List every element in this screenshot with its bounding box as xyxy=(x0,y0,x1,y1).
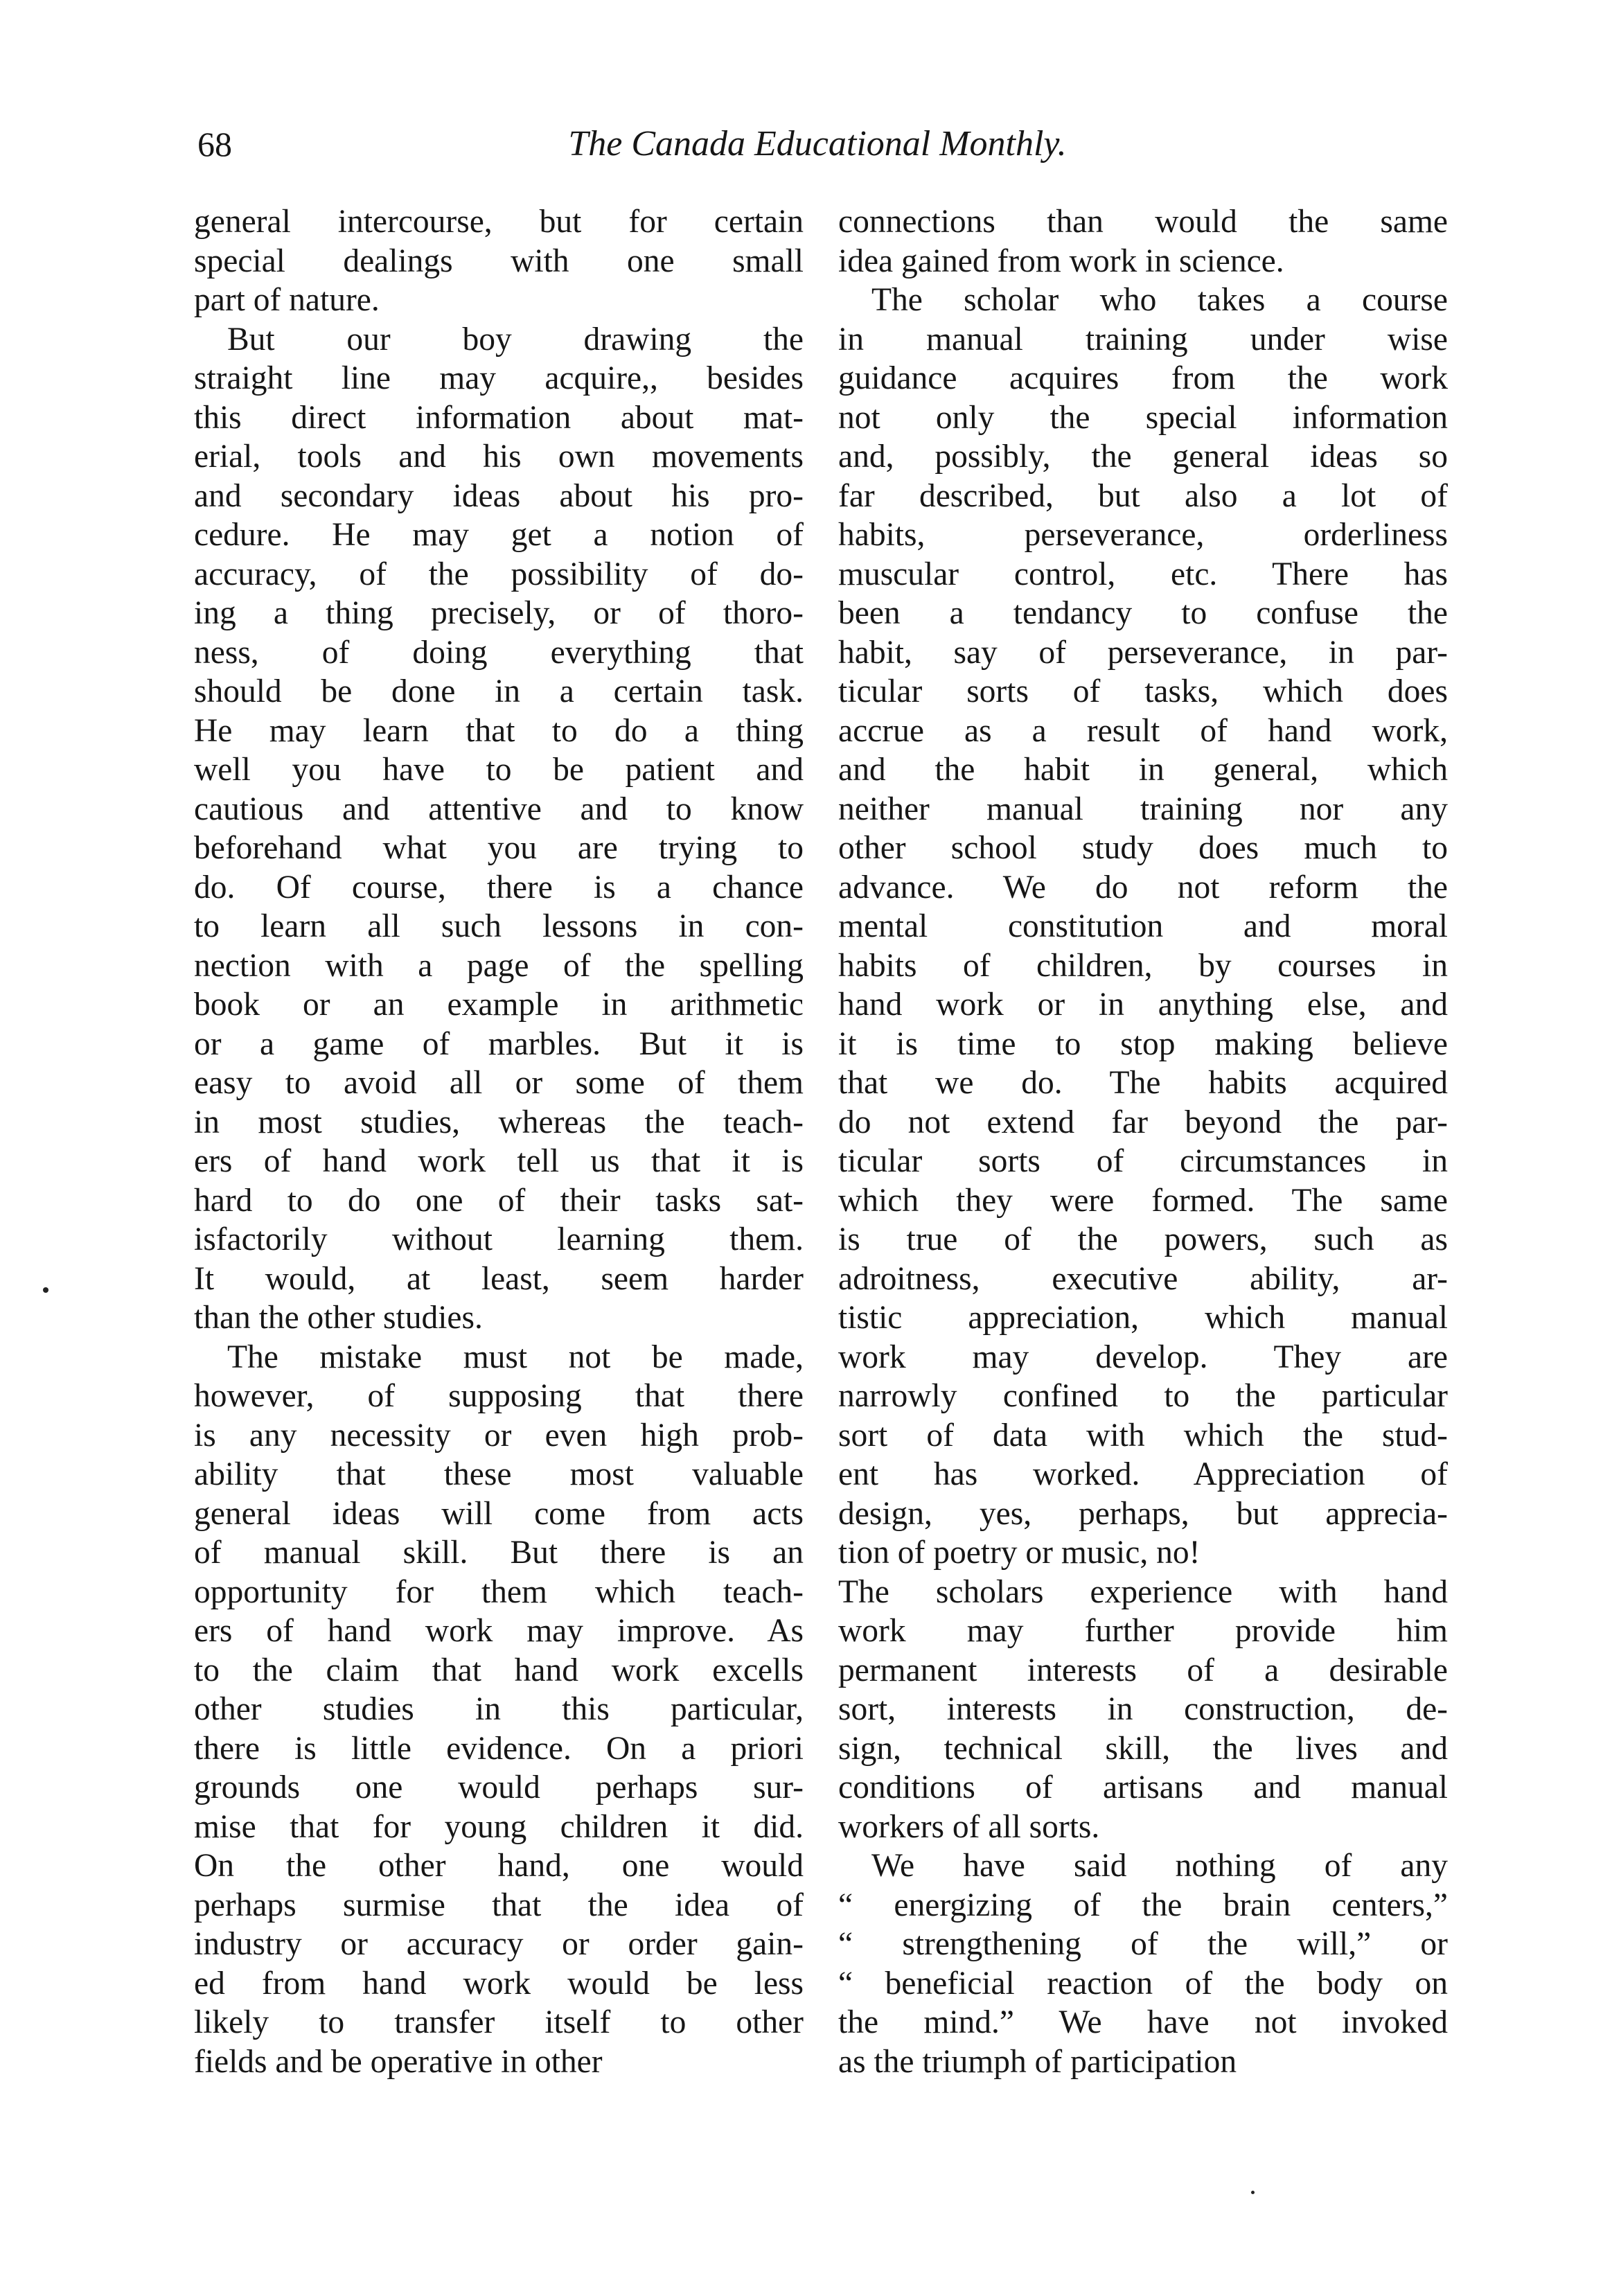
text-line: ticular sorts of tasks, which does xyxy=(838,673,1448,709)
text-line: special dealings with one small xyxy=(194,242,804,279)
text-line: part of nature. xyxy=(194,282,380,318)
text-line: The mistake must not be made, xyxy=(227,1339,804,1375)
text-line: He may learn that to do a thing xyxy=(194,712,804,749)
text-line: hand work or in anything else, and xyxy=(838,987,1448,1023)
text-line: there is little evidence. On a priori xyxy=(194,1730,804,1767)
text-line: ers of hand work may improve. As xyxy=(194,1613,804,1649)
text-line: ticular sorts of circumstances in xyxy=(838,1143,1448,1179)
text-line: than the other studies. xyxy=(194,1300,483,1336)
text-line: should be done in a certain task. xyxy=(194,673,804,709)
text-line: It would, at least, seem harder xyxy=(194,1260,804,1297)
text-line: accrue as a result of hand work, xyxy=(838,712,1448,749)
text-line: sort of data with which the stud- xyxy=(838,1417,1448,1454)
text-line: do not extend far beyond the par- xyxy=(838,1104,1448,1140)
left-paragraph xyxy=(194,320,804,1338)
text-line: workers of all sorts. xyxy=(838,1808,1100,1845)
text-line: mise that for young children it did. xyxy=(194,1808,804,1845)
text-line: ent has worked. Appreciation of xyxy=(838,1456,1448,1492)
text-line: do. Of course, there is a chance xyxy=(194,869,804,906)
text-line: narrowly confined to the particular xyxy=(838,1378,1448,1414)
text-line: been a tendancy to confuse the xyxy=(838,595,1448,631)
text-line: and the habit in general, which xyxy=(838,752,1448,788)
left-column xyxy=(194,202,804,2081)
text-line: work may develop. They are xyxy=(838,1339,1448,1375)
text-line: cautious and attentive and to know xyxy=(194,791,804,827)
text-line: opportunity for them which teach- xyxy=(194,1573,804,1610)
text-line: design, yes, perhaps, but apprecia- xyxy=(838,1495,1448,1532)
text-line: sign, technical skill, the lives and xyxy=(838,1730,1448,1767)
text-line: muscular control, etc. There has xyxy=(838,556,1448,592)
text-line: neither manual training nor any xyxy=(838,791,1448,827)
text-line: permanent interests of a desirable xyxy=(838,1652,1448,1688)
text-line: which they were formed. The same xyxy=(838,1182,1448,1219)
text-line: isfactorily without learning them. xyxy=(194,1221,804,1257)
text-line: ers of hand work tell us that it is xyxy=(194,1143,804,1179)
text-line: habits of children, by courses in xyxy=(838,947,1448,984)
right-paragraph xyxy=(838,1573,1448,1847)
text-line: tion of poetry or music, no! xyxy=(838,1535,1201,1571)
text-line: idea gained from work in science. xyxy=(838,242,1284,279)
text-line: industry or accuracy or order gain- xyxy=(194,1926,804,1962)
text-line: We have said nothing of any xyxy=(871,1848,1448,1884)
text-line: in most studies, whereas the teach- xyxy=(194,1104,804,1140)
right-paragraph xyxy=(838,1846,1448,2081)
text-line: general intercourse, but for certain xyxy=(194,204,804,240)
text-line: “ beneficial reaction of the body on xyxy=(838,1965,1448,2002)
text-line: this direct information about mat- xyxy=(194,399,804,436)
stray-ink-mark xyxy=(43,1287,48,1293)
text-line: and secondary ideas about his pro- xyxy=(194,477,804,514)
right-paragraph xyxy=(838,281,1448,1573)
text-line: to learn all such lessons in con- xyxy=(194,908,804,944)
text-line: On the other hand, one would xyxy=(194,1848,804,1884)
running-head xyxy=(197,123,1437,172)
text-line: likely to transfer itself to other xyxy=(194,2004,804,2040)
text-line: advance. We do not reform the xyxy=(838,869,1448,906)
left-paragraph xyxy=(194,202,804,320)
text-line: tistic appreciation, which manual xyxy=(838,1300,1448,1336)
text-line: ing a thing precisely, or of thoro- xyxy=(194,595,804,631)
text-line: perhaps surmise that the idea of xyxy=(194,1887,804,1923)
text-line: of manual skill. But there is an xyxy=(194,1535,804,1571)
text-line: accuracy, of the possibility of do- xyxy=(194,556,804,592)
text-line: work may further provide him xyxy=(838,1613,1448,1649)
text-line: well you have to be patient and xyxy=(194,752,804,788)
text-line: book or an example in arithmetic xyxy=(194,987,804,1023)
text-line: far described, but also a lot of xyxy=(838,477,1448,514)
text-line: But our boy drawing the xyxy=(227,321,804,357)
text-line: “ energizing of the brain centers,” xyxy=(838,1887,1448,1923)
text-line: as the triumph of participation xyxy=(838,2043,1237,2080)
right-column xyxy=(838,202,1448,2081)
text-line: adroitness, executive ability, ar- xyxy=(838,1260,1448,1297)
text-line: conditions of artisans and manual xyxy=(838,1769,1448,1805)
text-line: straight line may acquire,, besides xyxy=(194,360,804,396)
text-line: hard to do one of their tasks sat- xyxy=(194,1182,804,1219)
text-line: The scholar who takes a course xyxy=(871,282,1448,318)
stray-ink-mark xyxy=(1251,2191,1255,2194)
text-line: it is time to stop making believe xyxy=(838,1025,1448,1062)
text-line: cedure. He may get a notion of xyxy=(194,517,804,553)
page-number: 68 xyxy=(197,125,232,164)
text-line: or a game of marbles. But it is xyxy=(194,1025,804,1062)
text-line: grounds one would perhaps sur- xyxy=(194,1769,804,1805)
text-line: that we do. The habits acquired xyxy=(838,1065,1448,1101)
text-line: the mind.” We have not invoked xyxy=(838,2004,1448,2040)
text-line: ness, of doing everything that xyxy=(194,634,804,671)
text-line: nection with a page of the spelling xyxy=(194,947,804,984)
text-line: however, of supposing that there xyxy=(194,1378,804,1414)
text-line: and, possibly, the general ideas so xyxy=(838,439,1448,475)
text-line: “ strengthening of the will,” or xyxy=(838,1926,1448,1962)
text-line: sort, interests in construction, de- xyxy=(838,1691,1448,1727)
text-line: beforehand what you are trying to xyxy=(194,830,804,866)
left-paragraph xyxy=(194,1338,804,2082)
text-line: habits, perseverance, orderliness xyxy=(838,517,1448,553)
text-line: is any necessity or even high prob- xyxy=(194,1417,804,1454)
text-line: general ideas will come from acts xyxy=(194,1495,804,1532)
text-line: fields and be operative in other xyxy=(194,2043,603,2080)
text-line: to the claim that hand work excells xyxy=(194,1652,804,1688)
text-line: erial, tools and his own movements xyxy=(194,439,804,475)
text-line: habit, say of perseverance, in par- xyxy=(838,634,1448,671)
text-line: mental constitution and moral xyxy=(838,908,1448,944)
text-line: not only the special information xyxy=(838,399,1448,436)
text-line: is true of the powers, such as xyxy=(838,1221,1448,1257)
text-line: other studies in this particular, xyxy=(194,1691,804,1727)
text-line: in manual training under wise xyxy=(838,321,1448,357)
text-line: ed from hand work would be less xyxy=(194,1965,804,2002)
text-line: guidance acquires from the work xyxy=(838,360,1448,396)
text-line: other school study does much to xyxy=(838,830,1448,866)
right-paragraph xyxy=(838,202,1448,281)
text-line: easy to avoid all or some of them xyxy=(194,1065,804,1101)
text-line: ability that these most valuable xyxy=(194,1456,804,1492)
journal-title: The Canada Educational Monthly. xyxy=(568,124,1067,164)
text-line: connections than would the same xyxy=(838,204,1448,240)
text-line: The scholars experience with hand xyxy=(838,1573,1448,1610)
